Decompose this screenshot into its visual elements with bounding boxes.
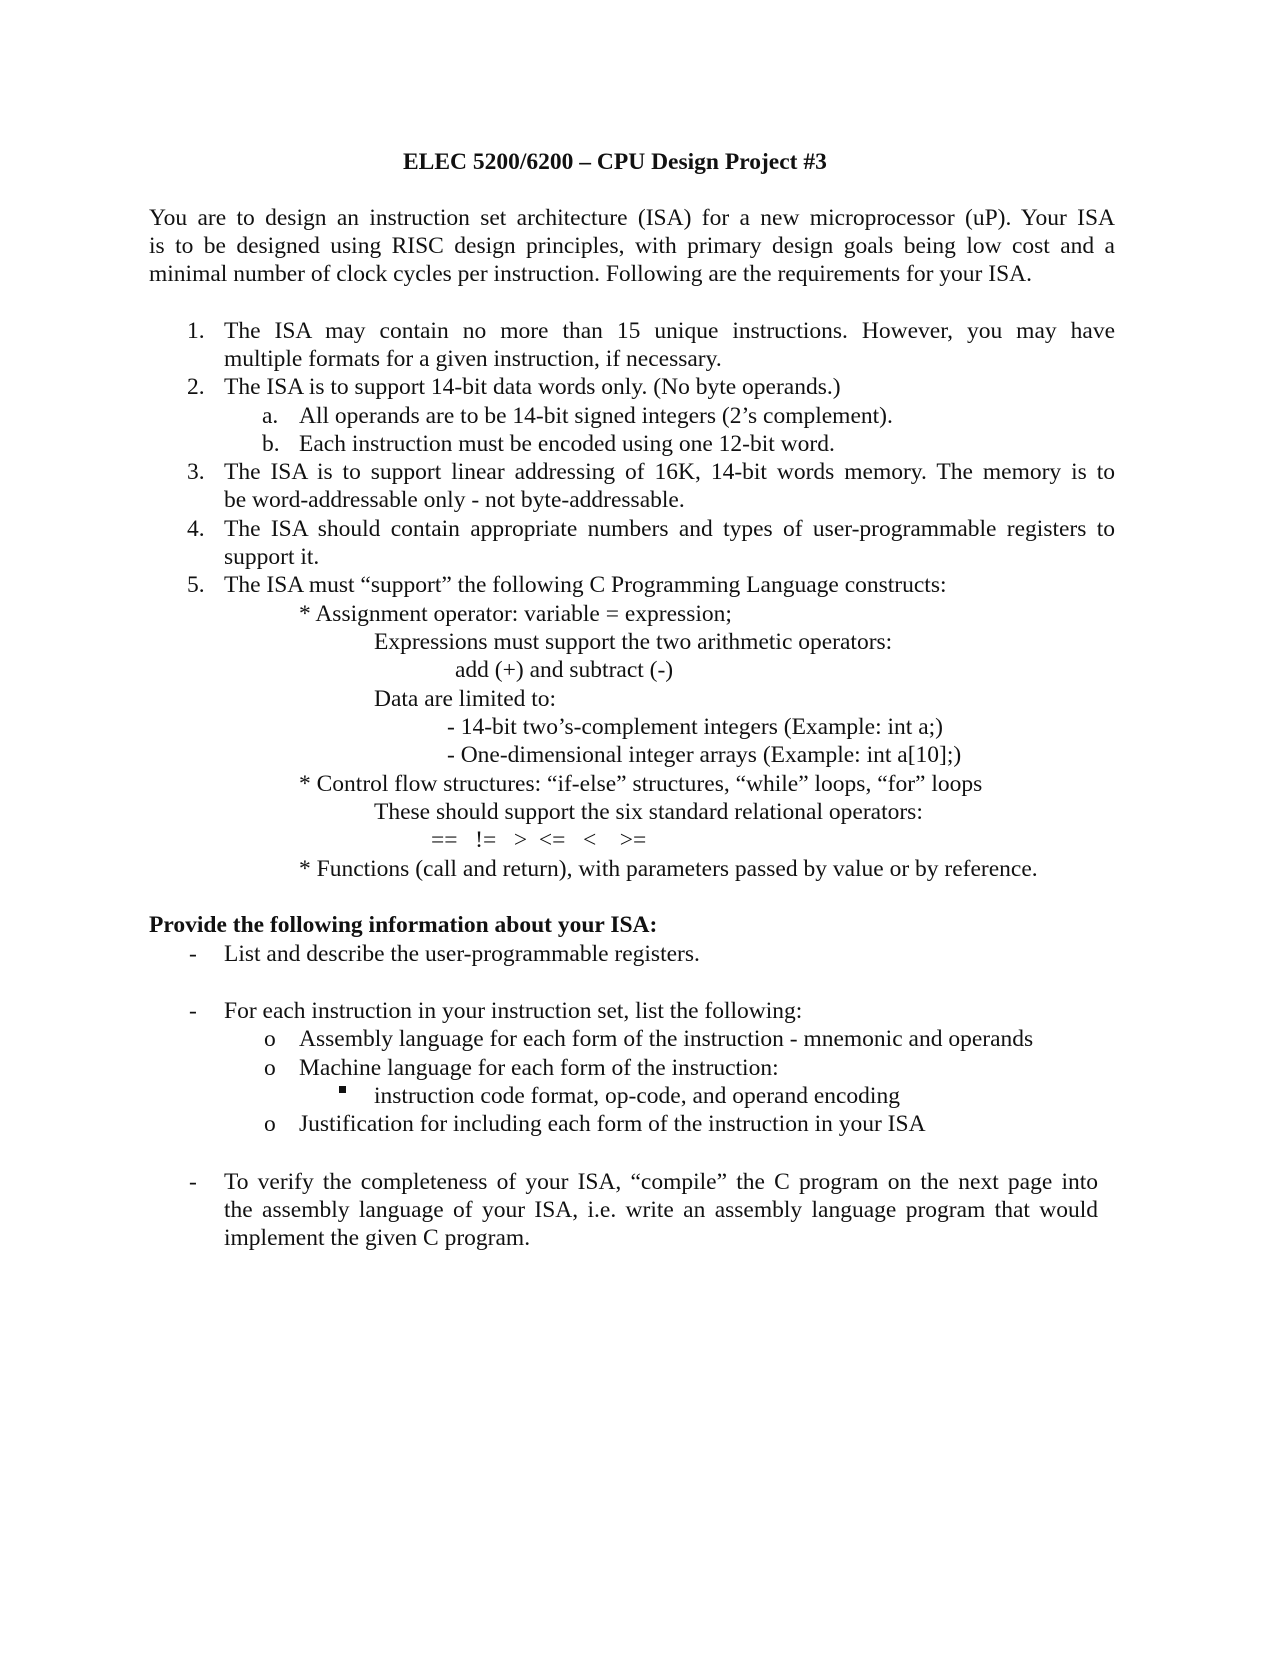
list-item-text: be word-addressable only - not byte-addressable. xyxy=(224,487,685,513)
sublist-item-text: Each instruction must be encoded using one 12-bit word. xyxy=(299,431,835,457)
provide-subitem: Assembly language for each form of the instruction - mnemonic and operands xyxy=(299,1026,1034,1052)
provide-item: the assembly language of your ISA, i.e. write an assembly language program that would xyxy=(224,1197,1098,1223)
provide-subitem: Machine language for each form of the instruction: xyxy=(299,1055,779,1081)
provide-item: To verify the completeness of your ISA, “compile” the C program on the next page into xyxy=(224,1169,1098,1195)
intro-line: minimal number of clock cycles per instruction. Following are the requirements for your ISA. xyxy=(149,261,1032,287)
intro-line: You are to design an instruction set architecture (ISA) for a new microprocessor (uP). Your ISA xyxy=(149,205,1115,231)
list-number: 2. xyxy=(187,374,205,400)
provide-item: For each instruction in your instruction set, list the following: xyxy=(224,998,803,1024)
construct-assignment: * Assignment operator: variable = expression; xyxy=(299,601,732,627)
intro-line: is to be designed using RISC design principles, with primary design goals being low cost and a xyxy=(149,233,1115,259)
construct-detail: Expressions must support the two arithmetic operators: xyxy=(374,629,893,655)
list-number: 1. xyxy=(187,318,205,344)
provide-item: List and describe the user-programmable registers. xyxy=(224,941,700,967)
list-item-text: support it. xyxy=(224,544,320,570)
list-item-text: multiple formats for a given instruction, if necessary. xyxy=(224,346,722,372)
construct-detail: Data are limited to: xyxy=(374,686,557,712)
circle-bullet: o xyxy=(264,1026,276,1052)
list-item-text: The ISA should contain appropriate numbers and types of user-programmable registers to xyxy=(224,516,1115,542)
circle-bullet: o xyxy=(264,1055,276,1081)
sublist-letter: a. xyxy=(262,403,279,429)
square-bullet-icon xyxy=(339,1086,346,1093)
list-item-text: The ISA must “support” the following C Programming Language constructs: xyxy=(224,572,947,598)
dash-bullet: - xyxy=(189,1169,197,1195)
dash-bullet: - xyxy=(189,941,197,967)
list-number: 5. xyxy=(187,572,205,598)
construct-detail: - 14-bit two’s-complement integers (Example: int a;) xyxy=(447,714,943,740)
sublist-item-text: All operands are to be 14-bit signed integers (2’s complement). xyxy=(299,403,893,429)
sublist-letter: b. xyxy=(262,431,280,457)
page-title: ELEC 5200/6200 – CPU Design Project #3 xyxy=(403,149,827,175)
dash-bullet: - xyxy=(189,998,197,1024)
construct-detail: - One-dimensional integer arrays (Example: int a[10];) xyxy=(447,742,962,768)
provide-item: implement the given C program. xyxy=(224,1225,531,1251)
circle-bullet: o xyxy=(264,1111,276,1137)
section-heading: Provide the following information about your ISA: xyxy=(149,912,658,938)
list-number: 4. xyxy=(187,516,205,542)
list-number: 3. xyxy=(187,459,205,485)
provide-subsubitem: instruction code format, op-code, and operand encoding xyxy=(374,1083,900,1109)
list-item-text: The ISA may contain no more than 15 unique instructions. However, you may have xyxy=(224,318,1115,344)
construct-control-flow: * Control flow structures: “if-else” structures, “while” loops, “for” loops xyxy=(299,771,983,797)
construct-detail: add (+) and subtract (-) xyxy=(455,657,674,683)
list-item-text: The ISA is to support linear addressing of 16K, 14-bit words memory. The memory is to xyxy=(224,459,1115,485)
construct-detail: These should support the six standard relational operators: xyxy=(374,799,923,825)
list-item-text: The ISA is to support 14-bit data words only. (No byte operands.) xyxy=(224,374,841,400)
provide-subitem: Justification for including each form of the instruction in your ISA xyxy=(299,1111,926,1137)
construct-functions: * Functions (call and return), with parameters passed by value or by reference. xyxy=(299,856,1038,882)
relational-operators: == != > <= < >= xyxy=(431,827,647,853)
